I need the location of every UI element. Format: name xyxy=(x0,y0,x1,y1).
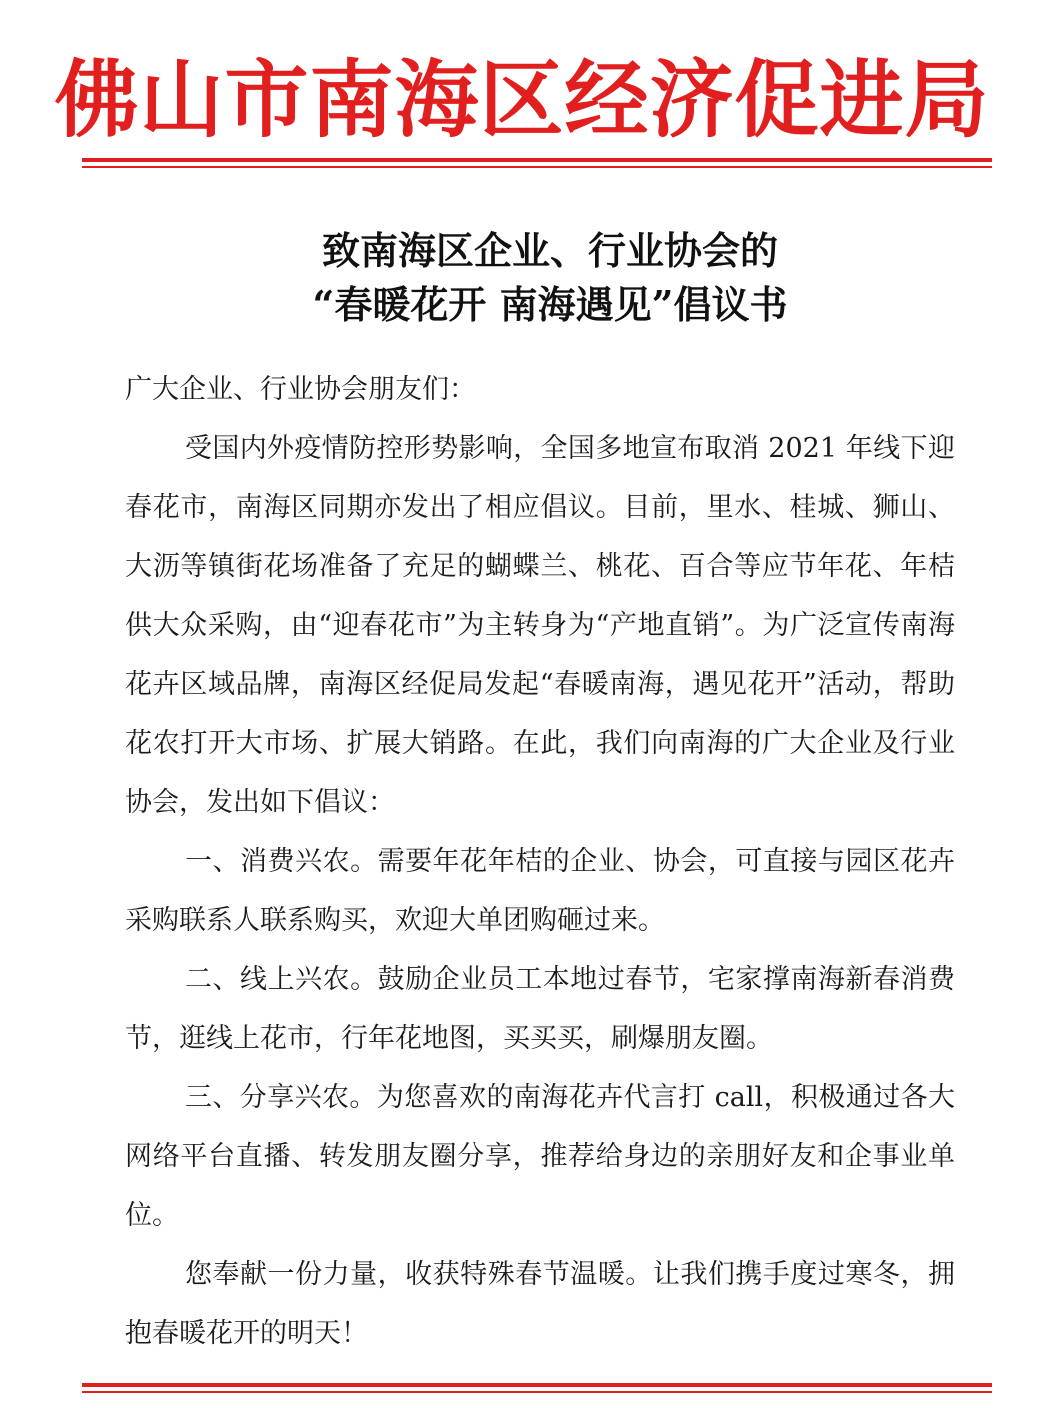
paragraph-closing: 您奉献一份力量，收获特殊春节温暖。让我们携手度过寒冬，拥抱春暖花开的明天！ xyxy=(125,1259,955,1349)
footer-divider-thin xyxy=(82,1391,992,1393)
document-body xyxy=(125,360,955,1363)
paragraph-proposal-2: 二、线上兴农。鼓励企业员工本地过春节，宅家撑南海新春消费节，逛线上花市，行年花地图，买买买，刷爆朋友圈。 xyxy=(125,964,955,1054)
letterhead-divider-thick xyxy=(82,158,992,162)
footer-divider-thick xyxy=(82,1383,992,1387)
document-title-line1: 致南海区企业、行业协会的 xyxy=(321,228,778,273)
letterhead-org-name: 佛山市南海区经济促进局 xyxy=(54,51,990,149)
paragraph-intro: 受国内外疫情防控形势影响，全国多地宣布取消 2021 年线下迎春花市，南海区同期亦发出了相应倡议。目前，里水、桂城、狮山、大沥等镇街花场准备了充足的蝴蝶兰、桃花、百合等应节年花、年桔供大众采购，由“迎春花市”为主转身为“产地直销”。为广泛宣传南海花卉区域品牌，南海区经促局发起“春暖南海，遇见花开”活动，帮助花农打开大市场、扩展大销路。在此，我们向南海的广大企业及行业协会，发出如下倡议： xyxy=(125,433,955,818)
paragraph-proposal-3: 三、分享兴农。为您喜欢的南海花卉代言打 call，积极通过各大网络平台直播、转发朋友圈分享，推荐给身边的亲朋好友和企事业单位。 xyxy=(125,1082,955,1231)
letterhead-divider-thin xyxy=(82,166,992,168)
salutation: 广大企业、行业协会朋友们： xyxy=(125,374,476,405)
document-title-line2: “春暖花开 南海遇见”倡议书 xyxy=(312,282,788,327)
paragraph-proposal-1: 一、消费兴农。需要年花年桔的企业、协会，可直接与园区花卉采购联系人联系购买，欢迎大单团购砸过来。 xyxy=(125,846,955,936)
